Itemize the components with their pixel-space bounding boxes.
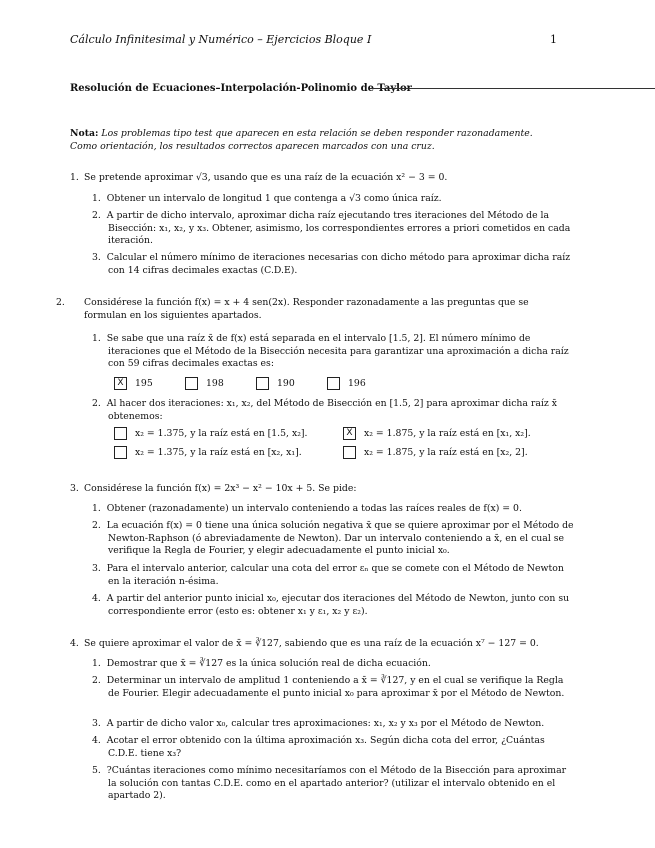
q2b-option-3[interactable] [114, 446, 302, 459]
q2-sub-1: 1. Se sabe que una raíz x̄ de f(x) está separada en el intervalo [1.5, 2]. El número mínimo de iteraciones que el Método de la Bisección necesita para garantizar una aproximación a dicha raíz con 59 cifras decimales exactas es: [92, 333, 569, 369]
q1-sub-2: 2. A partir de dicho intervalo, aproximar dicha raíz ejecutando tres iteraciones del Método de la Bisección: x₁, x₂, y x₃. Obtener, asimismo, los correspondientes errores a priori cometidos en cada iteración. [92, 210, 571, 246]
sub-text: Determinar un intervalo de amplitud 1 conteniendo a x̄ = ∛127, y en el cual se verifique la Regla de Fourier. Elegir adecuadamente el punto inicial x₀ para aproximar x̄ por el Método de Newton. [106, 675, 565, 699]
checkbox[interactable]: X [343, 427, 356, 440]
checkbox[interactable] [114, 446, 127, 459]
question-1 [70, 172, 560, 185]
q3-sub-3: 3. Para el intervalo anterior, calcular una cota del error εₙ que se comete con el Método de Newton en la iteración n-ésima. [92, 563, 564, 587]
header-title: Cálculo Infinitesimal y Numérico – Ejercicios Bloque I [70, 33, 372, 46]
option-label: 195 [135, 378, 153, 389]
sub-text: Acotar el error obtenido con la última aproximación x₃. Según dicha cota del error, ¿Cuántas C.D.E. tiene x₃? [106, 735, 545, 759]
sub-text: ?Cuántas iteraciones como mínimo necesitaríamos con el Método de la Bisección para aproximar la solución con tantas C.D.E. como en el apartado anterior? (utilizar el intervalo obtenido en el apartado 2). [106, 765, 567, 801]
q2-option-3[interactable] [256, 377, 295, 390]
q2b-option-1[interactable] [114, 427, 308, 440]
q3-sub-4: 4. A partir del anterior punto inicial x₀, ejecutar dos iteraciones del Método de Newton, junto con su correspondiente error (esto es: obtener x₁ y ε₁, x₂ y ε₂). [92, 593, 570, 617]
question-text: Se quiere aproximar el valor de x̄ = ∛127, sabiendo que es una raíz de la ecuación x⁷ − 127 = 0. [84, 638, 539, 649]
checkbox[interactable] [327, 377, 340, 390]
sub-text: Al hacer dos iteraciones: x₁, x₂, del Método de Bisección en [1.5, 2] para aproximar dicha raíz x̄ obtenemos: [106, 398, 557, 422]
question-3 [70, 483, 560, 496]
option-label: x₂ = 1.375, y la raíz está en [1.5, x₂]. [135, 428, 308, 439]
q4-sub-1: 1. Demostrar que x̄ = ∛127 es la única solución real de dicha ecuación. [92, 658, 431, 669]
sub-text: La ecuación f(x) = 0 tiene una única solución negativa x̄ que se quiere aproximar por el Método de Newton-Raphson (ó abreviadamente de Newton). Dar un intervalo conteniendo a x̄, en el cual se verifique la Regla de Fourier, y elegir adecuadamente el punto inicial x₀. [106, 520, 574, 556]
sub-text: Demostrar que x̄ = ∛127 es la única solución real de dicha ecuación. [106, 658, 431, 669]
q2b-option-4[interactable] [343, 446, 528, 459]
sub-text: Calcular el número mínimo de iteraciones necesarias con dicho método para aproximar dicha raíz con 14 cifras decimales exactas (C.D.E). [106, 252, 571, 276]
checkbox[interactable]: X [114, 377, 127, 390]
checkbox[interactable] [114, 427, 127, 440]
sub-text: Para el intervalo anterior, calcular una cota del error εₙ que se comete con el Método de Newton en la iteración n-ésima. [106, 563, 564, 587]
sub-text: A partir del anterior punto inicial x₀, ejecutar dos iteraciones del Método de Newton, junto con su correspondiente error (esto es: obtener x₁ y ε₁, x₂ y ε₂). [106, 593, 570, 617]
q1-sub-3: 3. Calcular el número mínimo de iteraciones necesarias con dicho método para aproximar dicha raíz con 14 cifras decimales exactas (C.D.E). [92, 252, 571, 276]
checkbox[interactable] [343, 446, 356, 459]
sub-text: Obtener (razonadamente) un intervalo conteniendo a todas las raíces reales de f(x) = 0. [106, 503, 522, 514]
q3-sub-2: 2. La ecuación f(x) = 0 tiene una única solución negativa x̄ que se quiere aproximar por el Método de Newton-Raphson (ó abreviadamente de Newton). Dar un intervalo conteniendo a x̄, en el cual se verifique la Regla de Fourier, y elegir adecuadamente el punto inicial x₀. [92, 520, 574, 556]
question-2 [56, 297, 574, 322]
question-number: 2. [56, 297, 65, 308]
question-text: Considérese la función f(x) = 2x³ − x² − 10x + 5. Se pide: [84, 483, 357, 494]
question-text: Considérese la función f(x) = x + 4 sen(2x). Responder razonadamente a las preguntas que se formulan en los siguientes apartados. [84, 297, 529, 321]
question-4 [70, 638, 560, 651]
checkbox[interactable] [256, 377, 269, 390]
section-title: Resolución de Ecuaciones–Interpolación-Polinomio de Taylor [70, 83, 412, 94]
q2-option-4[interactable] [327, 377, 366, 390]
sub-text: A partir de dicho valor x₀, calcular tres aproximaciones: x₁, x₂ y x₃ por el Método de Newton. [106, 718, 545, 729]
option-label: 198 [206, 378, 224, 389]
sub-text: Obtener un intervalo de longitud 1 que contenga a √3 como única raíz. [106, 193, 442, 204]
q2b-option-2[interactable] [343, 427, 531, 440]
checkbox[interactable] [185, 377, 198, 390]
sub-text: A partir de dicho intervalo, aproximar dicha raíz ejecutando tres iteraciones del Método de la Bisección: x₁, x₂, y x₃. Obtener, asimismo, los correspondientes errores a priori cometidos en cada iteración. [106, 210, 571, 246]
q2-option-2[interactable] [185, 377, 224, 390]
question-text: Se pretende aproximar √3, usando que es una raíz de la ecuación x² − 3 = 0. [84, 172, 448, 183]
q2-sub-2: 2. Al hacer dos iteraciones: x₁, x₂, del Método de Bisección en [1.5, 2] para aproximar dicha raíz x̄ obtenemos: [92, 398, 557, 422]
q4-sub-2: 2. Determinar un intervalo de amplitud 1 conteniendo a x̄ = ∛127, y en el cual se verifique la Regla de Fourier. Elegir adecuadamente el punto inicial x₀ para aproximar x̄ por el Método de Newton. [92, 675, 565, 699]
note [70, 128, 560, 153]
note-label: Nota: [70, 128, 99, 139]
question-number: 1. [70, 172, 79, 183]
option-label: 196 [348, 378, 366, 389]
option-label: x₂ = 1.875, y la raíz está en [x₂, 2]. [364, 447, 528, 458]
q2-option-1[interactable] [114, 377, 153, 390]
q3-sub-1: 1. Obtener (razonadamente) un intervalo conteniendo a todas las raíces reales de f(x) = 0. [92, 503, 522, 514]
q4-sub-5: 5. ?Cuántas iteraciones como mínimo necesitaríamos con el Método de la Bisección para aproximar la solución con tantas C.D.E. como en el apartado anterior? (utilizar el intervalo obtenido en el apartado 2). [92, 765, 567, 801]
option-label: 190 [277, 378, 295, 389]
question-number: 3. [70, 483, 79, 494]
question-number: 4. [70, 638, 79, 649]
q4-sub-4: 4. Acotar el error obtenido con la última aproximación x₃. Según dicha cota del error, ¿Cuántas C.D.E. tiene x₃? [92, 735, 545, 759]
section-rule [370, 88, 655, 89]
note-text: Los problemas tipo test que aparecen en esta relación se deben responder razonadamente. Como orientación, los resultados correctos aparecen marcados con una cruz. [70, 128, 533, 152]
page-number: 1 [550, 33, 557, 46]
option-label: x₂ = 1.875, y la raíz está en [x₁, x₂]. [364, 428, 531, 439]
q4-sub-3: 3. A partir de dicho valor x₀, calcular tres aproximaciones: x₁, x₂ y x₃ por el Método de Newton. [92, 718, 545, 729]
q1-sub-1: 1. Obtener un intervalo de longitud 1 que contenga a √3 como única raíz. [92, 193, 442, 204]
option-label: x₂ = 1.375, y la raíz está en [x₂, x₁]. [135, 447, 302, 458]
sub-text: Se sabe que una raíz x̄ de f(x) está separada en el intervalo [1.5, 2]. El número mínimo de iteraciones que el Método de la Bisección necesita para garantizar una aproximación a dicha raíz con 59 cifras decimales exactas es: [106, 333, 569, 369]
